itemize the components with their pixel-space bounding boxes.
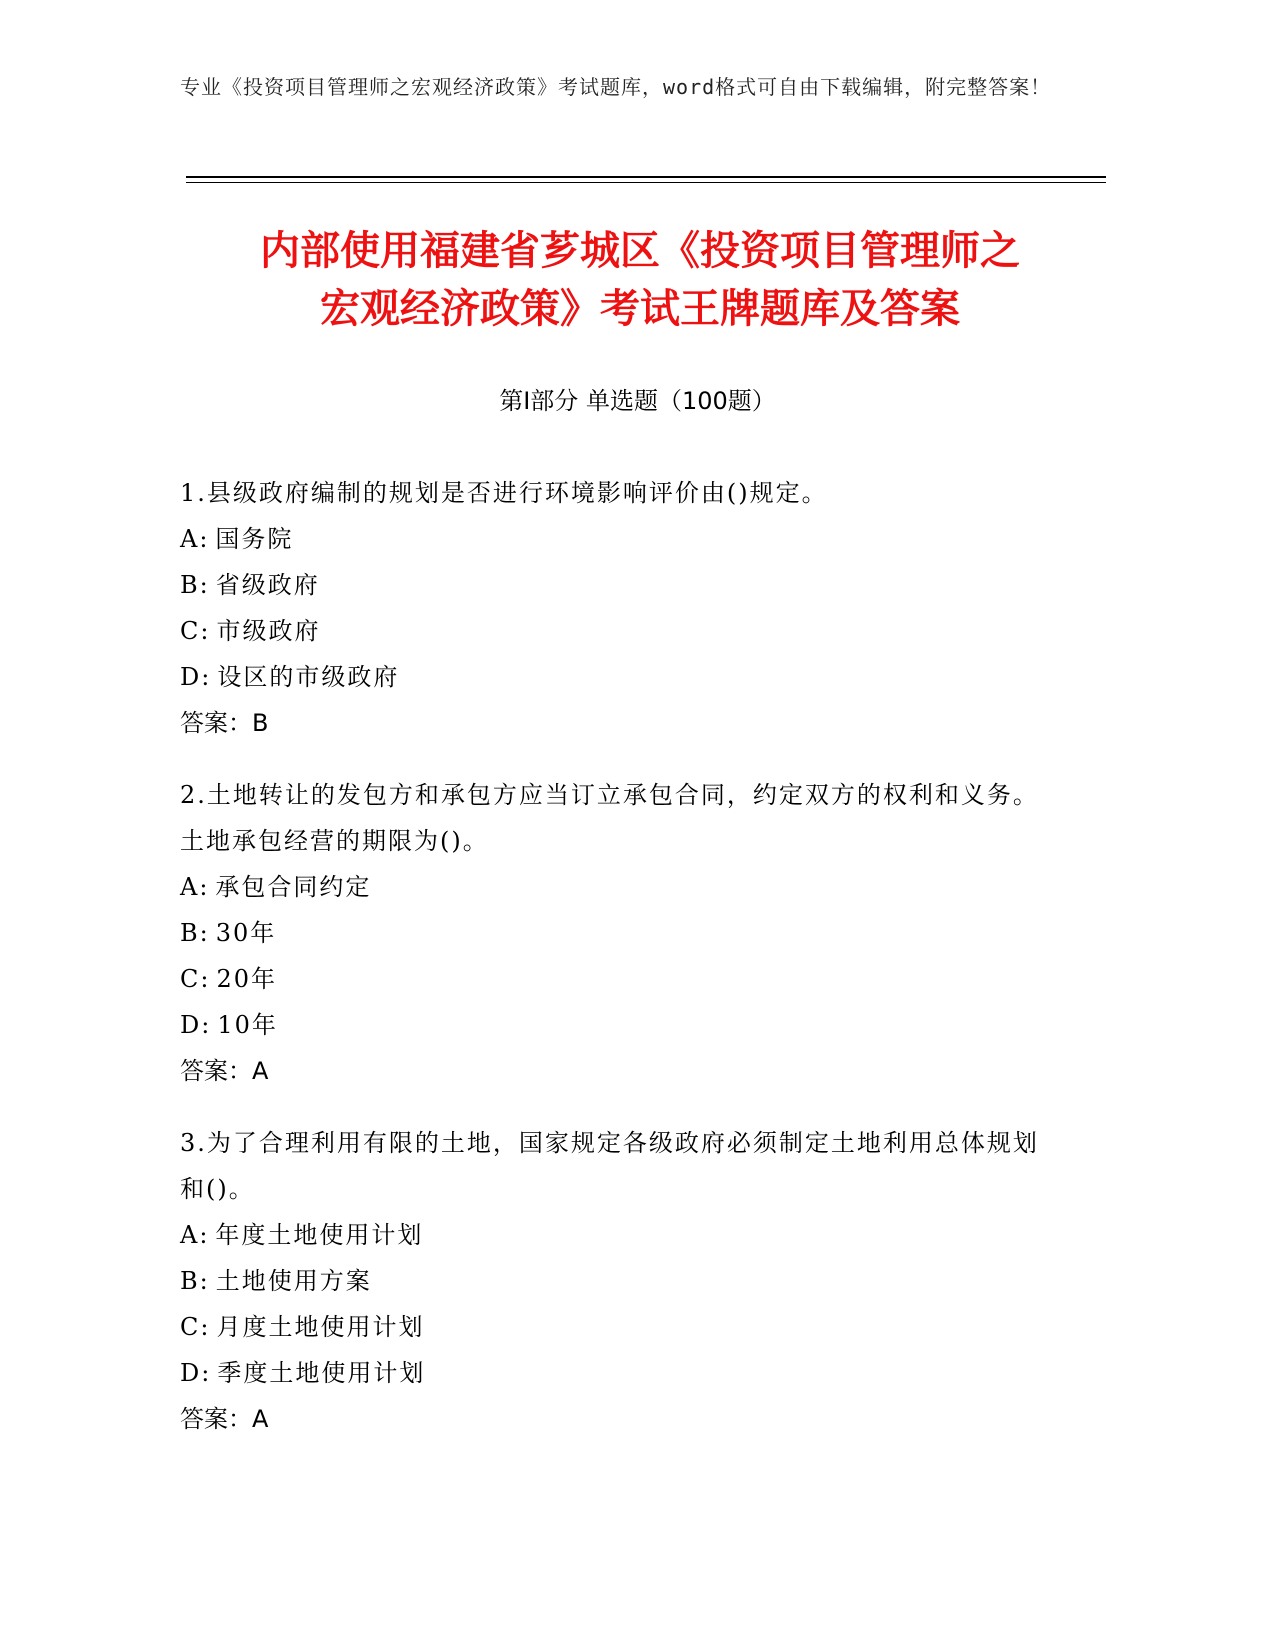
question-stem: 3.为了合理利用有限的土地，国家规定各级政府必须制定土地利用总体规划和()。: [180, 1129, 1039, 1203]
answer: 答案：B: [180, 709, 269, 737]
header-divider-thin: [186, 182, 1106, 183]
option-text: 国务院: [215, 525, 294, 553]
option-b: [180, 562, 1060, 608]
header-note: 专业《投资项目管理师之宏观经济政策》考试题库，word格式可自由下载编辑，附完整答案！: [180, 75, 1052, 99]
option-letter: A:: [180, 525, 210, 553]
option-letter: C:: [180, 1313, 211, 1341]
option-text: 年度土地使用计划: [215, 1221, 424, 1249]
option-c: [180, 956, 1060, 1002]
option-text: 季度土地使用计划: [217, 1359, 426, 1387]
option-a: [180, 516, 1060, 562]
option-text: 承包合同约定: [215, 873, 372, 901]
option-text: 30年: [215, 919, 277, 947]
option-d: [180, 1350, 1060, 1396]
option-d: [180, 654, 1060, 700]
option-letter: D:: [180, 1359, 212, 1387]
section-title: 第Ⅰ部分 单选题（100题）: [499, 387, 776, 415]
option-letter: C:: [180, 965, 211, 993]
title-line-2: 宏观经济政策》考试王牌题库及答案: [320, 286, 960, 332]
option-b: [180, 910, 1060, 956]
answer: 答案：A: [180, 1405, 269, 1433]
question-1: [180, 470, 1060, 746]
option-text: 设区的市级政府: [217, 663, 400, 691]
option-text: 10年: [217, 1011, 278, 1039]
option-a: [180, 864, 1060, 910]
header-divider-thick: [186, 176, 1106, 178]
option-letter: B:: [180, 571, 210, 599]
option-c: [180, 608, 1060, 654]
answer: 答案：A: [180, 1057, 269, 1085]
option-letter: D:: [180, 663, 212, 691]
option-letter: B:: [180, 1267, 210, 1295]
option-d: [180, 1002, 1060, 1048]
option-text: 月度土地使用计划: [216, 1313, 425, 1341]
option-c: [180, 1304, 1060, 1350]
option-letter: D:: [180, 1011, 212, 1039]
title-line-1: 内部使用福建省芗城区《投资项目管理师之: [260, 228, 1020, 274]
question-3: [180, 1120, 1060, 1442]
option-text: 土地使用方案: [215, 1267, 372, 1295]
option-text: 省级政府: [215, 571, 320, 599]
option-a: [180, 1212, 1060, 1258]
document-title: [150, 222, 1130, 338]
option-letter: A:: [180, 1221, 210, 1249]
question-2: [180, 772, 1060, 1094]
option-letter: A:: [180, 873, 210, 901]
option-b: [180, 1258, 1060, 1304]
option-text: 市级政府: [216, 617, 321, 645]
option-letter: C:: [180, 617, 211, 645]
question-stem: 1.县级政府编制的规划是否进行环境影响评价由()规定。: [180, 479, 828, 507]
question-stem: 2.土地转让的发包方和承包方应当订立承包合同，约定双方的权利和义务。土地承包经营的期限为()。: [180, 781, 1039, 855]
option-letter: B:: [180, 919, 210, 947]
option-text: 20年: [216, 965, 277, 993]
